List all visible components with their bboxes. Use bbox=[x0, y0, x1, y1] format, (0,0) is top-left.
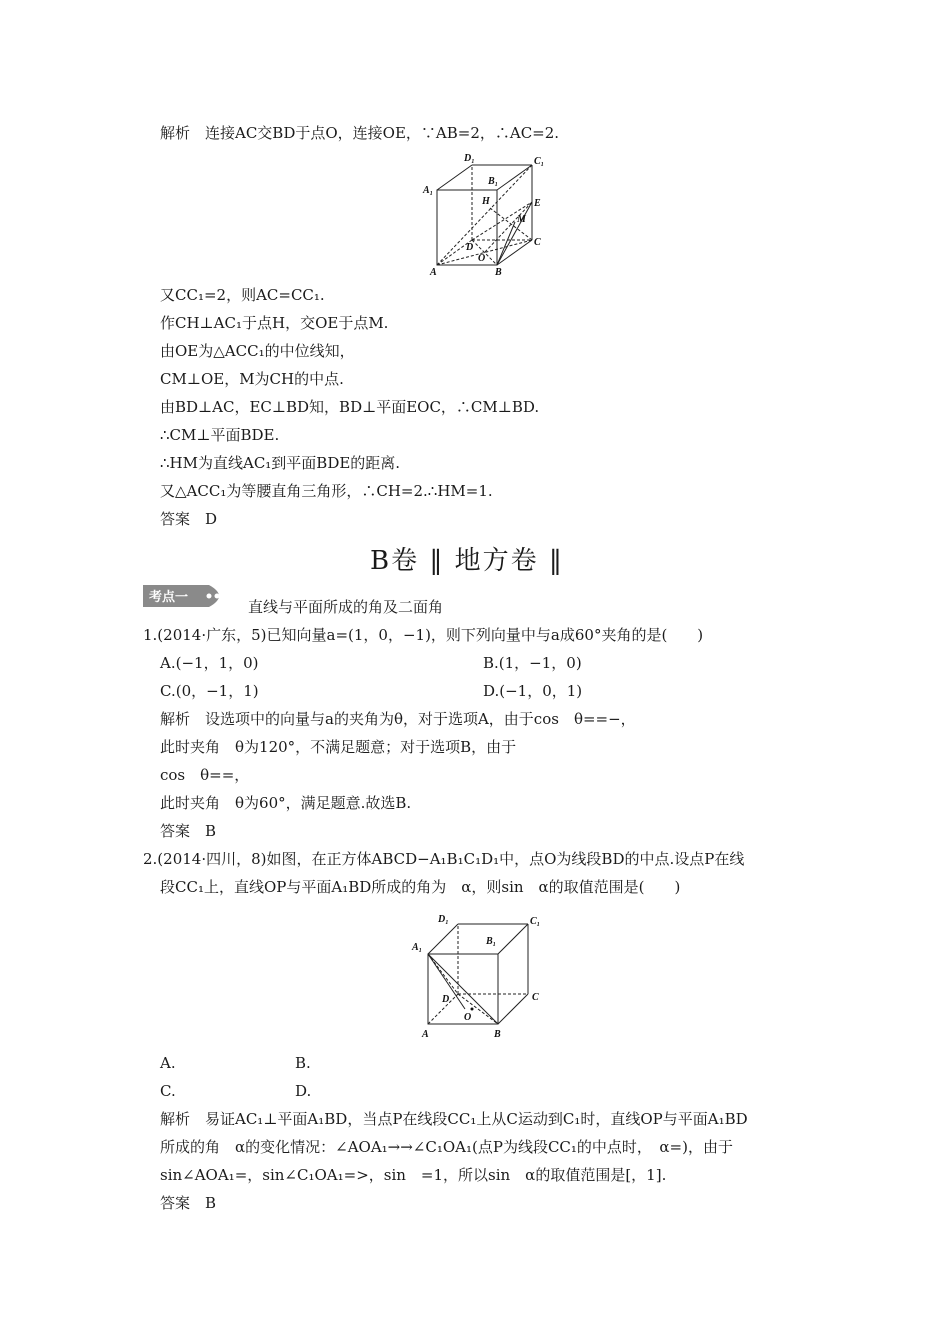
solution-line: 由OE为△ACC₁的中位线知， bbox=[160, 342, 355, 360]
cube-figure-2 bbox=[410, 912, 550, 1042]
q2-option-d: D. bbox=[295, 1082, 312, 1100]
label-H: H bbox=[482, 196, 490, 207]
solution-line: 由BD⊥AC，EC⊥BD知，BD⊥平面EOC，∴CM⊥BD. bbox=[160, 398, 540, 416]
q2-stem: 2.(2014·四川，8)如图，在正方体ABCD−A₁B₁C₁D₁中，点O为线段BD的中点.设点P在线 bbox=[143, 850, 745, 868]
q1-solution: cos θ==， bbox=[160, 766, 250, 784]
label-B1: B₁ bbox=[486, 936, 497, 947]
q2-option-a: A. bbox=[160, 1054, 176, 1072]
label-D1: D₁ bbox=[464, 153, 475, 164]
solution-line: CM⊥OE，M为CH的中点. bbox=[160, 370, 344, 388]
solution-line: 作CH⊥AC₁于点H，交OE于点M. bbox=[160, 314, 389, 332]
label-B: B bbox=[494, 1029, 501, 1040]
solution-line: ∴CM⊥平面BDE. bbox=[160, 426, 280, 444]
label-E: E bbox=[534, 198, 541, 209]
q2-solution: 所成的角 α的变化情况：∠AOA₁→→∠C₁OA₁(点P为线段CC₁的中点时， α=)，由于 bbox=[160, 1138, 733, 1156]
q1-solution: 此时夹角 θ为120°，不满足题意；对于选项B，由于 bbox=[160, 738, 517, 756]
q1-solution: 此时夹角 θ为60°，满足题意.故选B. bbox=[160, 794, 412, 812]
q1-option-d: D.(−1，0，1) bbox=[483, 682, 583, 700]
badge-label: 考点一 bbox=[149, 590, 189, 605]
label-A: A bbox=[430, 267, 437, 278]
label-C: C bbox=[532, 992, 539, 1003]
q2-solution: sin∠AOA₁=，sin∠C₁OA₁=>，sin =1，所以sin α的取值范围是[，1]. bbox=[160, 1166, 667, 1184]
label-C1: C₁ bbox=[530, 916, 541, 927]
answer-line: 答案 D bbox=[160, 510, 218, 528]
cube-figure-1 bbox=[420, 150, 550, 280]
solution-line: 又△ACC₁为等腰直角三角形，∴CH=2.∴HM=1. bbox=[160, 482, 493, 500]
label-A: A bbox=[422, 1029, 429, 1040]
label-D: D bbox=[442, 994, 450, 1005]
label-B1: B₁ bbox=[488, 176, 499, 187]
solution-intro: 解析 连接AC交BD于点O，连接OE，∵AB=2，∴AC=2. bbox=[160, 124, 560, 142]
label-A1: A₁ bbox=[423, 185, 434, 196]
solution-line: 又CC₁=2，则AC=CC₁. bbox=[160, 286, 325, 304]
q1-option-b: B.(1，−1，0) bbox=[483, 654, 582, 672]
label-O: O bbox=[464, 1012, 472, 1023]
label-O: O bbox=[478, 253, 486, 264]
q1-option-c: C.(0，−1，1) bbox=[160, 682, 259, 700]
q1-answer: 答案 B bbox=[160, 822, 217, 840]
label-M: M bbox=[517, 214, 526, 225]
label-B: B bbox=[495, 267, 502, 278]
label-D: D bbox=[466, 242, 474, 253]
topic-badge bbox=[143, 585, 229, 607]
q1-solution: 解析 设选项中的向量与a的夹角为θ，对于选项A，由于cos θ==−， bbox=[160, 710, 636, 728]
q2-solution: 解析 易证AC₁⊥平面A₁BD，当点P在线段CC₁上从C运动到C₁时，直线OP与平面A₁BD bbox=[160, 1110, 748, 1128]
solution-line: ∴HM为直线AC₁到平面BDE的距离. bbox=[160, 454, 401, 472]
label-A1: A₁ bbox=[412, 942, 423, 953]
q1-option-a: A.(−1，1，0) bbox=[160, 654, 259, 672]
q2-stem: 段CC₁上，直线OP与平面A₁BD所成的角为 α，则sin α的取值范围是( ) bbox=[160, 878, 681, 896]
q2-option-c: C. bbox=[160, 1082, 176, 1100]
q1-stem: 1.(2014·广东，5)已知向量a=(1，0，−1)，则下列向量中与a成60°夹角的是( ) bbox=[143, 626, 704, 644]
label-D1: D₁ bbox=[438, 914, 449, 925]
label-C: C bbox=[534, 237, 541, 248]
section-title: B卷 ‖ 地方卷 ‖ bbox=[370, 546, 564, 576]
q2-option-b: B. bbox=[295, 1054, 311, 1072]
q2-answer: 答案 B bbox=[160, 1194, 217, 1212]
label-C1: C₁ bbox=[534, 156, 545, 167]
topic-heading: 直线与平面所成的角及二面角 bbox=[248, 598, 444, 616]
